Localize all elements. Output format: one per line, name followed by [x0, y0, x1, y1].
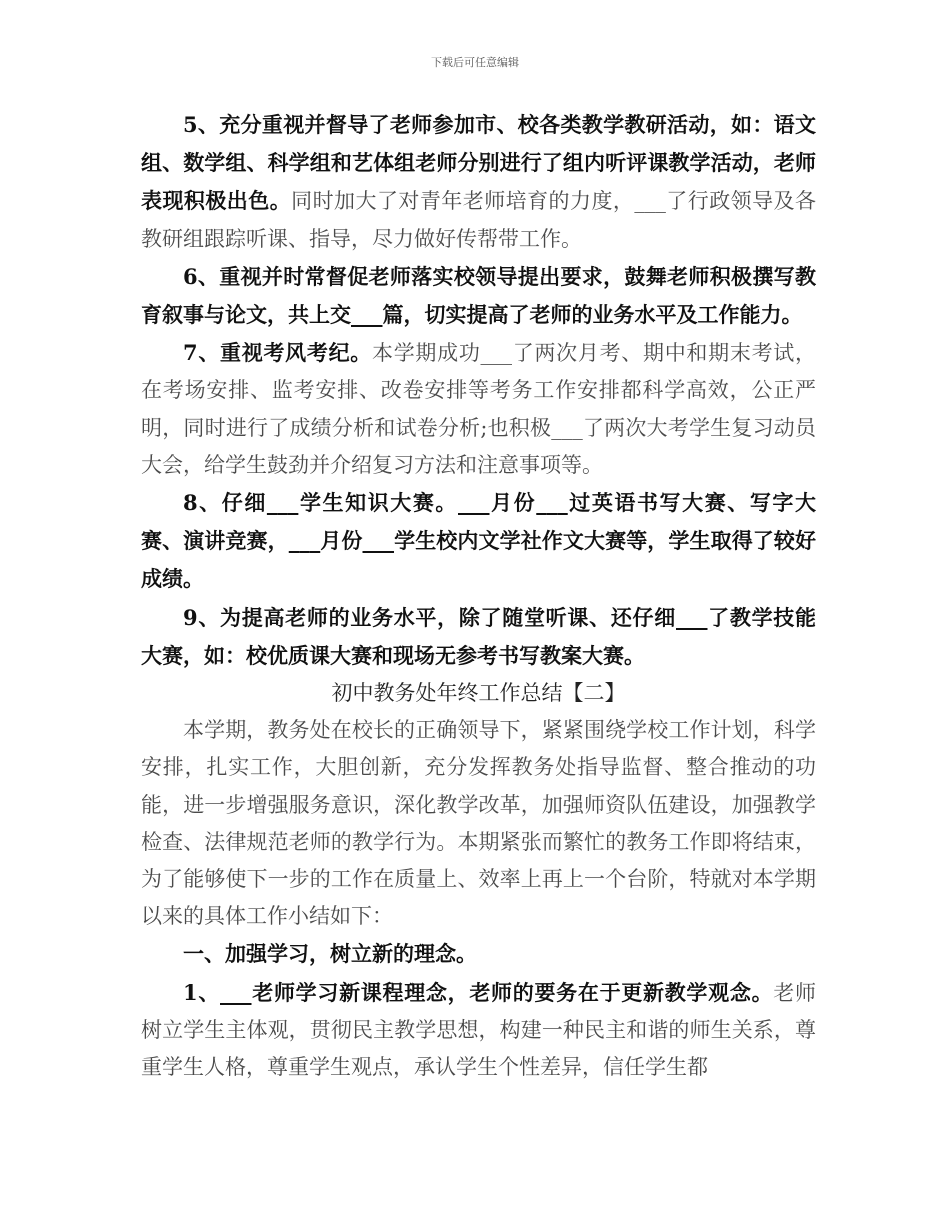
item-normal-text: 同时加大了对青年老师培育的力度，___了行政领导及各教研组跟踪听课、指导，尽力做好传帮带工作。 [141, 189, 817, 251]
section-heading [141, 935, 816, 973]
list-item [141, 106, 816, 258]
heading-text: 一、加强学习，树立新的理念。 [183, 941, 477, 967]
item-bold-text: 9、为提高老师的业务水平，除了随堂听课、还仔细___了教学技能大赛，如：校优质课大赛和现场无参考书写教案大赛。 [141, 604, 816, 668]
list-item [141, 258, 816, 334]
list-item [141, 599, 816, 675]
list-item [141, 334, 816, 484]
list-item [141, 484, 816, 599]
item-bold-text: 8、仔细___学生知识大赛。___月份___过英语书写大赛、写字大赛、演讲竞赛，___月份___学生校内文学社作文大赛等，学生取得了较好成绩。 [141, 490, 816, 592]
item-normal-text: 本学期成功___了两次月考、期中和期末考试，在考场安排、监考安排、改卷安排等考务工作安排都科学高效，公正严明，同时进行了成绩分析和试卷分析;也积极___了两次大考学生复习动员大会，给学生鼓劲并介绍复习方法和注意事项等。 [141, 341, 816, 477]
item-bold-text: 6、重视并时常督促老师落实校领导提出要求，鼓舞老师积极撰写教育叙事与论文，共上交___篇，切实提高了老师的业务水平及工作能力。 [141, 263, 816, 328]
item-bold-text: 5、充分重视并督导了老师参加市、校各类教学教研活动，如：语文组、数学组、科学组和艺体组老师分别进行了组内听评课教学活动，老师表现积极出色。 [141, 112, 816, 214]
header-note: 下载后可任意编辑 [431, 56, 519, 69]
document-body [141, 106, 816, 1086]
item-normal-text: 老师树立学生主体观，贯彻民主教学思想，构建一种民主和谐的师生关系，尊重学生人格，尊重学生观点，承认学生个性差异，信任学生都 [141, 980, 816, 1080]
list-item [141, 974, 816, 1087]
section-title-text: 初中教务处年终工作总结【二】 [331, 681, 626, 706]
item-bold-text: 1、___老师学习新课程理念，老师的要务在于更新教学观念。 [183, 979, 774, 1005]
section-title [141, 675, 816, 712]
item-bold-text: 7、重视考风考纪。 [183, 340, 372, 366]
intro-paragraph: 本学期，教务处在校长的正确领导下，紧紧围绕学校工作计划，科学安排，扎实工作，大胆创新，充分发挥教务处指导监督、整合推动的功能，进一步增强服务意识，深化教学改革，加强师资队伍建设，加强教学检查、法律规范老师的教学行为。本期紧张而繁忙的教务工作即将结束，为了能够使下一步的工作在质量上、效率上再上一个台阶，特就对本学期以来的具体工作小结如下： [141, 718, 816, 929]
